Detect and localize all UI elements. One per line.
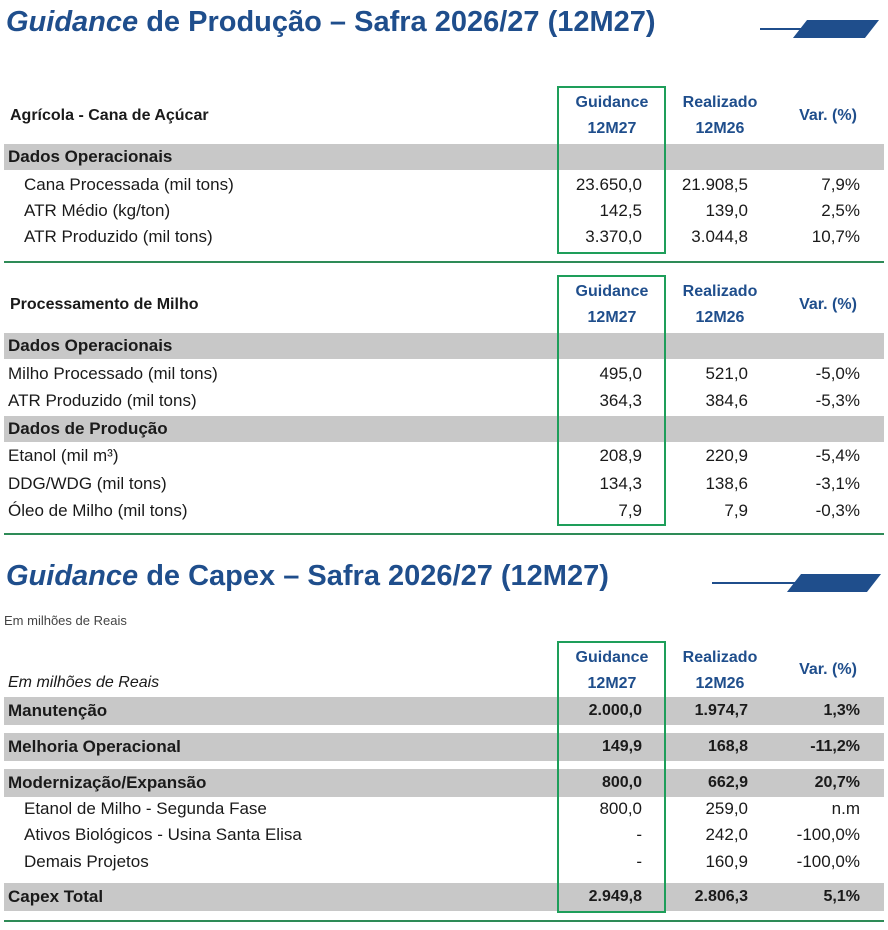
table-row: ATR Produzido (mil tons) 3.370,0 3.044,8 10,7% (24, 227, 860, 246)
col-guidance-header: Guidance 12M27 (575, 649, 649, 692)
title-decoration (760, 18, 885, 42)
title-decoration (712, 572, 885, 596)
table-row-total: Capex Total 2.949,8 2.806,3 5,1% (4, 883, 884, 911)
table-row: Etanol (mil m³) 208,9 220,9 -5,4% (8, 446, 860, 465)
col-guidance-header: Guidance 12M27 (575, 94, 649, 137)
table-divider (4, 533, 884, 535)
table-row: Ativos Biológicos - Usina Santa Elisa - 242,0 -100,0% (24, 825, 860, 844)
capex-guidance-title: Guidance de Capex – Safra 2026/27 (12M27) (6, 560, 609, 592)
table-row: Manutenção 2.000,0 1.974,7 1,3% (4, 697, 884, 725)
section-row: Dados Operacionais (4, 144, 884, 170)
table-row: ATR Médio (kg/ton) 142,5 139,0 2,5% (24, 201, 860, 220)
units-note: Em milhões de Reais (4, 613, 127, 628)
table-row: ATR Produzido (mil tons) 364,3 384,6 -5,3% (8, 391, 860, 410)
table-row: Modernização/Expansão 800,0 662,9 20,7% (4, 769, 884, 797)
col-realizado-header: Realizado 12M26 (682, 94, 758, 137)
table-row: Milho Processado (mil tons) 495,0 521,0 -5,0% (8, 364, 860, 383)
table-divider (4, 920, 884, 922)
section-row: Dados Operacionais (4, 333, 884, 359)
col-var-header: Var. (%) (799, 296, 857, 313)
guidance-highlight-box (557, 275, 666, 526)
table-row: Óleo de Milho (mil tons) 7,9 7,9 -0,3% (8, 501, 860, 520)
table-row: Demais Projetos - 160,9 -100,0% (24, 852, 860, 871)
table-row: Cana Processada (mil tons) 23.650,0 21.908,5 7,9% (24, 175, 860, 194)
col-realizado-header: Realizado 12M26 (682, 649, 758, 692)
table-row: Etanol de Milho - Segunda Fase 800,0 259,0 n.m (24, 799, 860, 818)
table-milho-title: Processamento de Milho (10, 296, 199, 313)
table-row: DDG/WDG (mil tons) 134,3 138,6 -3,1% (8, 474, 860, 493)
production-guidance-title: Guidance de Produção – Safra 2026/27 (12M27) (6, 6, 656, 38)
section-row: Dados de Produção (4, 416, 884, 442)
col-guidance-header: Guidance 12M27 (575, 283, 649, 326)
table-row: Melhoria Operacional 149,9 168,8 -11,2% (4, 733, 884, 761)
guidance-highlight-box (557, 641, 666, 913)
col-realizado-header: Realizado 12M26 (682, 283, 758, 326)
table-agricola-title: Agrícola - Cana de Açúcar (10, 107, 209, 124)
col-var-header: Var. (%) (799, 107, 857, 124)
guidance-highlight-box (557, 86, 666, 254)
table-capex-units: Em milhões de Reais (8, 674, 160, 691)
table-divider (4, 261, 884, 263)
col-var-header: Var. (%) (799, 661, 857, 678)
